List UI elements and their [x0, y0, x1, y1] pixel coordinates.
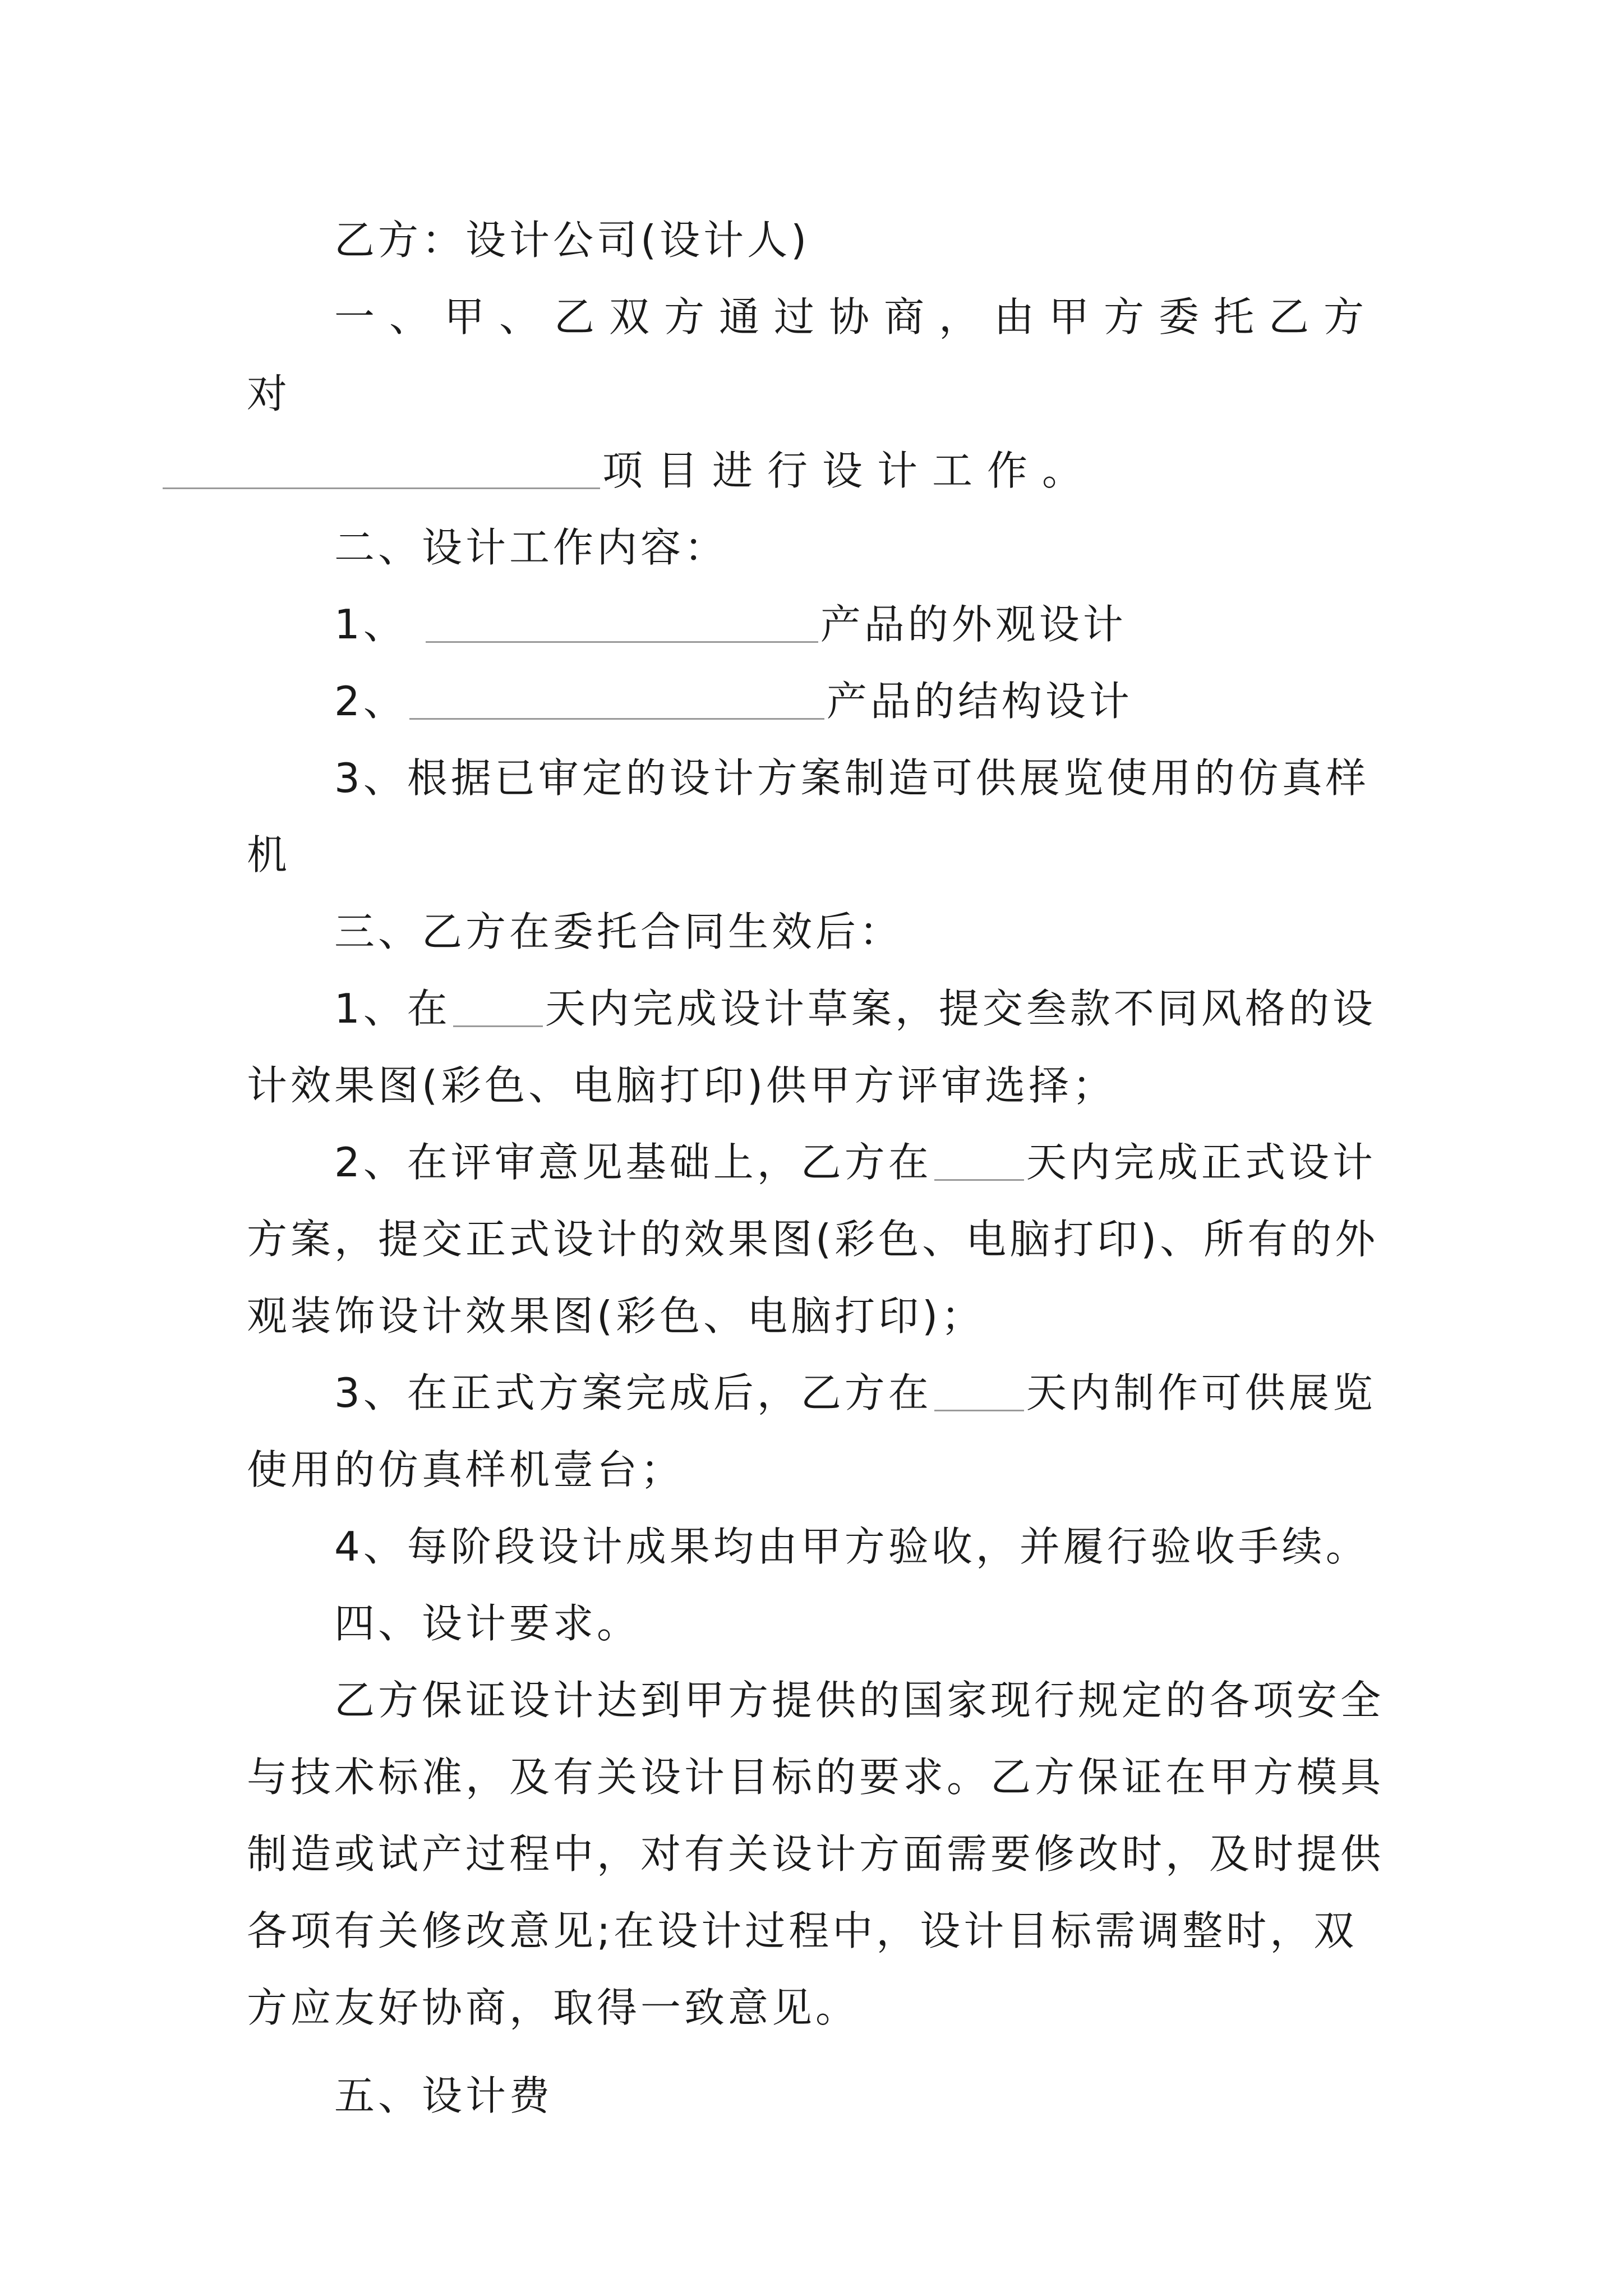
clause-1-line2	[247, 432, 1385, 509]
paragraph-item-3-3	[247, 1355, 1385, 1508]
days-blank-3	[934, 1369, 1024, 1411]
item-3-4-text: 4、每阶段设计成果均由甲方验收，并履行验收手续。	[334, 1523, 1370, 1570]
item-2-3-text: 3、根据已审定的设计方案制造可供展览使用的仿真样机	[247, 754, 1370, 878]
item-3-1-text-b: 天内完成设计草案，提交叁款不同风格的设计效果图(彩色、电脑打印)供甲方评审选择；	[247, 985, 1376, 1109]
clause-4-title: 四、设计要求。	[334, 1600, 641, 1647]
paragraph-item-2-1	[247, 586, 1385, 663]
clause-1-text: 一、甲、乙双方通过协商，由甲方委托乙方对	[247, 293, 1379, 417]
item-3-2-text-b: 天内完成正式设计方案，提交正式设计的效果图(彩色、电脑打印)、所有的外观装饰设计效果图(彩色、电脑打印)；	[247, 1139, 1379, 1340]
item-2-2-text: 产品的结构设计	[826, 678, 1133, 725]
paragraph-item-3-2	[247, 1124, 1385, 1355]
item-2-1-number: 1、	[334, 601, 407, 648]
paragraph-item-3-4	[247, 1508, 1385, 1585]
paragraph-clause-4-body	[247, 1662, 1385, 2046]
paragraph-clause-1	[247, 279, 1385, 509]
paragraph-clause-3-title	[247, 894, 1385, 970]
paragraph-item-2-2	[247, 663, 1385, 740]
paragraph-item-3-1	[247, 970, 1385, 1124]
item-3-3-text-a: 3、在正式方案完成后，乙方在	[334, 1369, 932, 1416]
days-blank-1	[453, 985, 543, 1027]
clause-3-title: 三、乙方在委托合同生效后：	[334, 908, 903, 955]
paragraph-clause-2-title	[247, 509, 1385, 586]
clause-2-title: 二、设计工作内容：	[334, 524, 728, 571]
item-3-3-text-b: 天内制作可供展览使用的仿真样机壹台；	[247, 1369, 1376, 1493]
item-3-1-text-a: 1、在	[334, 985, 451, 1032]
paragraph-clause-5-title	[247, 2058, 1385, 2134]
days-blank-2	[934, 1139, 1024, 1181]
clause-4-body-text: 乙方保证设计达到甲方提供的国家现行规定的各项安全与技术标准，及有关设计目标的要求。乙方保证在甲方模具制造或试产过程中，对有关设计方面需要修改时，及时提供各项有关修改意见;在设计过程中，设计目标需调整时，双方应友好协商，取得一致意见。	[247, 1677, 1385, 2031]
paragraph-clause-4-title	[247, 1585, 1385, 1662]
clause-5-title: 五、设计费	[334, 2072, 554, 2119]
item-2-2-number: 2、	[334, 678, 407, 725]
clause-1-text-end: 项目进行设计工作。	[602, 447, 1098, 494]
product-name-blank-1	[426, 601, 818, 643]
item-2-1-text: 产品的外观设计	[820, 601, 1127, 648]
party-b-text: 乙方：设计公司(设计人)	[334, 217, 810, 264]
document-body	[247, 202, 1385, 2134]
product-name-blank-2	[409, 678, 824, 720]
item-3-2-text-a: 2、在评审意见基础上，乙方在	[334, 1139, 932, 1186]
paragraph-party-b	[247, 202, 1385, 279]
paragraph-item-2-3	[247, 740, 1385, 894]
project-name-blank	[163, 447, 600, 489]
